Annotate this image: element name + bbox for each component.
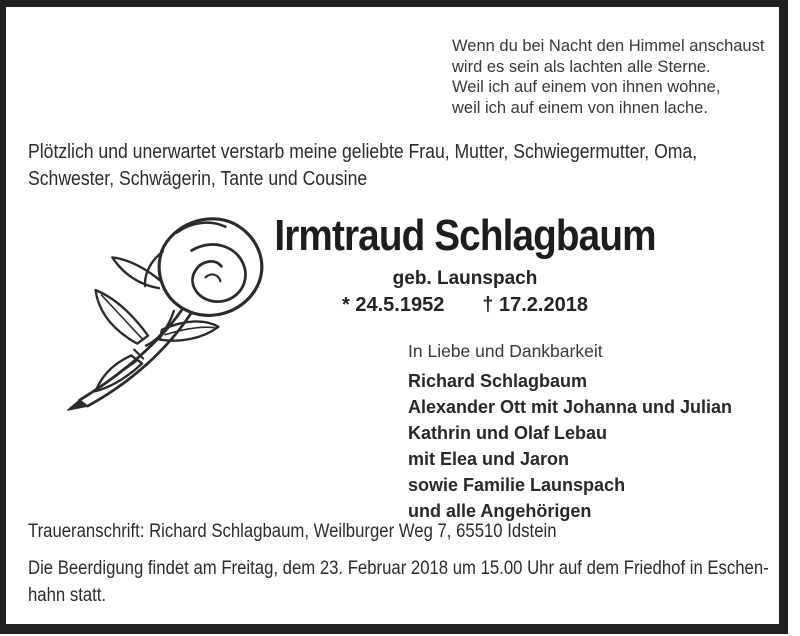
mourners-list: [408, 368, 732, 524]
mourner-line: und alle Angehörigen: [408, 501, 592, 521]
maiden-name: geb. Launspach: [392, 268, 538, 289]
mourning-address-line: Traueranschrift: Richard Schlagbaum, Weilburger Weg 7, 65510 Idstein: [28, 521, 557, 542]
deceased-block: [230, 211, 700, 317]
mourner-line: Alexander Ott mit Johanna und Julian: [408, 397, 733, 417]
funeral-info-line: hahn statt.: [28, 584, 107, 606]
funeral-info-block: [28, 556, 769, 609]
deceased-name: Irmtraud Schlagbaum: [274, 211, 656, 260]
poem-block: [452, 36, 764, 118]
mourner-line: sowie Familie Launspach: [408, 475, 626, 495]
funeral-info-line: Die Beerdigung findet am Freitag, dem 23. Februar 2018 um 15.00 Uhr auf dem Friedhof in Eschen-: [28, 558, 769, 579]
poem-line: Weil ich auf einem von ihnen wohne,: [452, 78, 721, 96]
poem-line: Wenn du bei Nacht den Himmel anschaust: [452, 37, 765, 55]
birth-date: * 24.5.1952: [342, 294, 445, 316]
closing-line: In Liebe und Dankbarkeit: [408, 341, 603, 361]
life-dates: [230, 294, 700, 317]
intro-block: [28, 139, 697, 193]
death-date: † 17.2.2018: [482, 294, 588, 316]
mourner-line: Richard Schlagbaum: [408, 371, 588, 391]
mourner-line: mit Elea und Jaron: [408, 449, 570, 469]
intro-line: Schwester, Schwägerin, Tante und Cousine: [28, 168, 368, 190]
poem-line: weil ich auf einem von ihnen lache.: [452, 98, 708, 117]
mourner-line: Kathrin und Olaf Lebau: [408, 423, 608, 443]
intro-line: Plötzlich und unerwartet verstarb meine geliebte Frau, Mutter, Schwiegermutter, Oma,: [28, 141, 698, 163]
poem-line: wird es sein als lachten alle Sterne.: [452, 57, 711, 76]
